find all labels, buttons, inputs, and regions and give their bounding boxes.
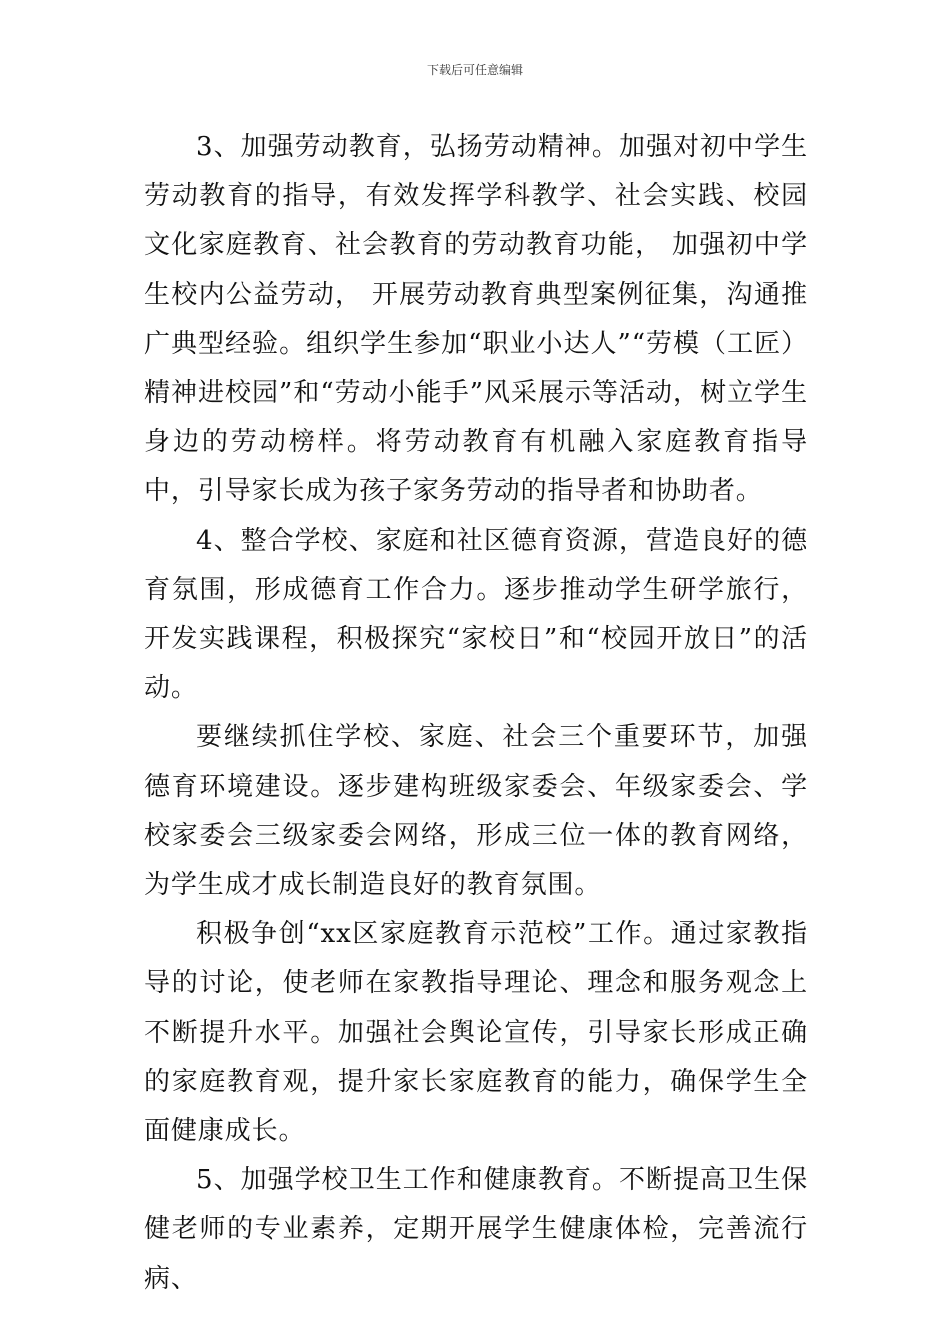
document-body xyxy=(144,123,808,1304)
paragraph-moral-environment: 要继续抓住学校、家庭、社会三个重要环节，加强德育环境建设。逐步建构班级家委会、年级家委会、学校家委会三级家委会网络，形成三位一体的教育网络，为学生成才成长制造良好的教育氛围。 xyxy=(144,722,808,901)
paragraph-labor-education: 3、加强劳动教育，弘扬劳动精神。加强对初中学生劳动教育的指导，有效发挥学科教学、社会实践、校园文化家庭教育、社会教育的劳动教育功能， 加强初中学生校内公益劳动， 开展劳动教育典型案例征集，沟通推广典型经验。组织学生参加“职业小达人”“劳模（工匠）精神进校园”和“劳动小能手”风采展示等活动，树立学生身边的劳动榜样。将劳动教育有机融入家庭教育指导中，引导家长成为孩子家务劳动的指导者和协助者。 xyxy=(144,132,808,507)
page-header: 下载后可任意编辑 xyxy=(426,63,523,77)
paragraph-demonstration-school: 积极争创“xx区家庭教育示范校”工作。通过家教指导的讨论，使老师在家教指导理论、理念和服务观念上不断提升水平。加强社会舆论宣传，引导家长形成正确的家庭教育观，提升家长家庭教育的能力，确保学生全面健康成长。 xyxy=(144,919,808,1147)
paragraph-moral-resources: 4、整合学校、家庭和社区德育资源，营造良好的德育氛围，形成德育工作合力。逐步推动学生研学旅行，开发实践课程，积极探究“家校日”和“校园开放日”的活动。 xyxy=(144,525,808,704)
paragraph-health-education: 5、加强学校卫生工作和健康教育。不断提高卫生保健老师的专业素养，定期开展学生健康体检，完善流行病、 xyxy=(144,1165,808,1294)
